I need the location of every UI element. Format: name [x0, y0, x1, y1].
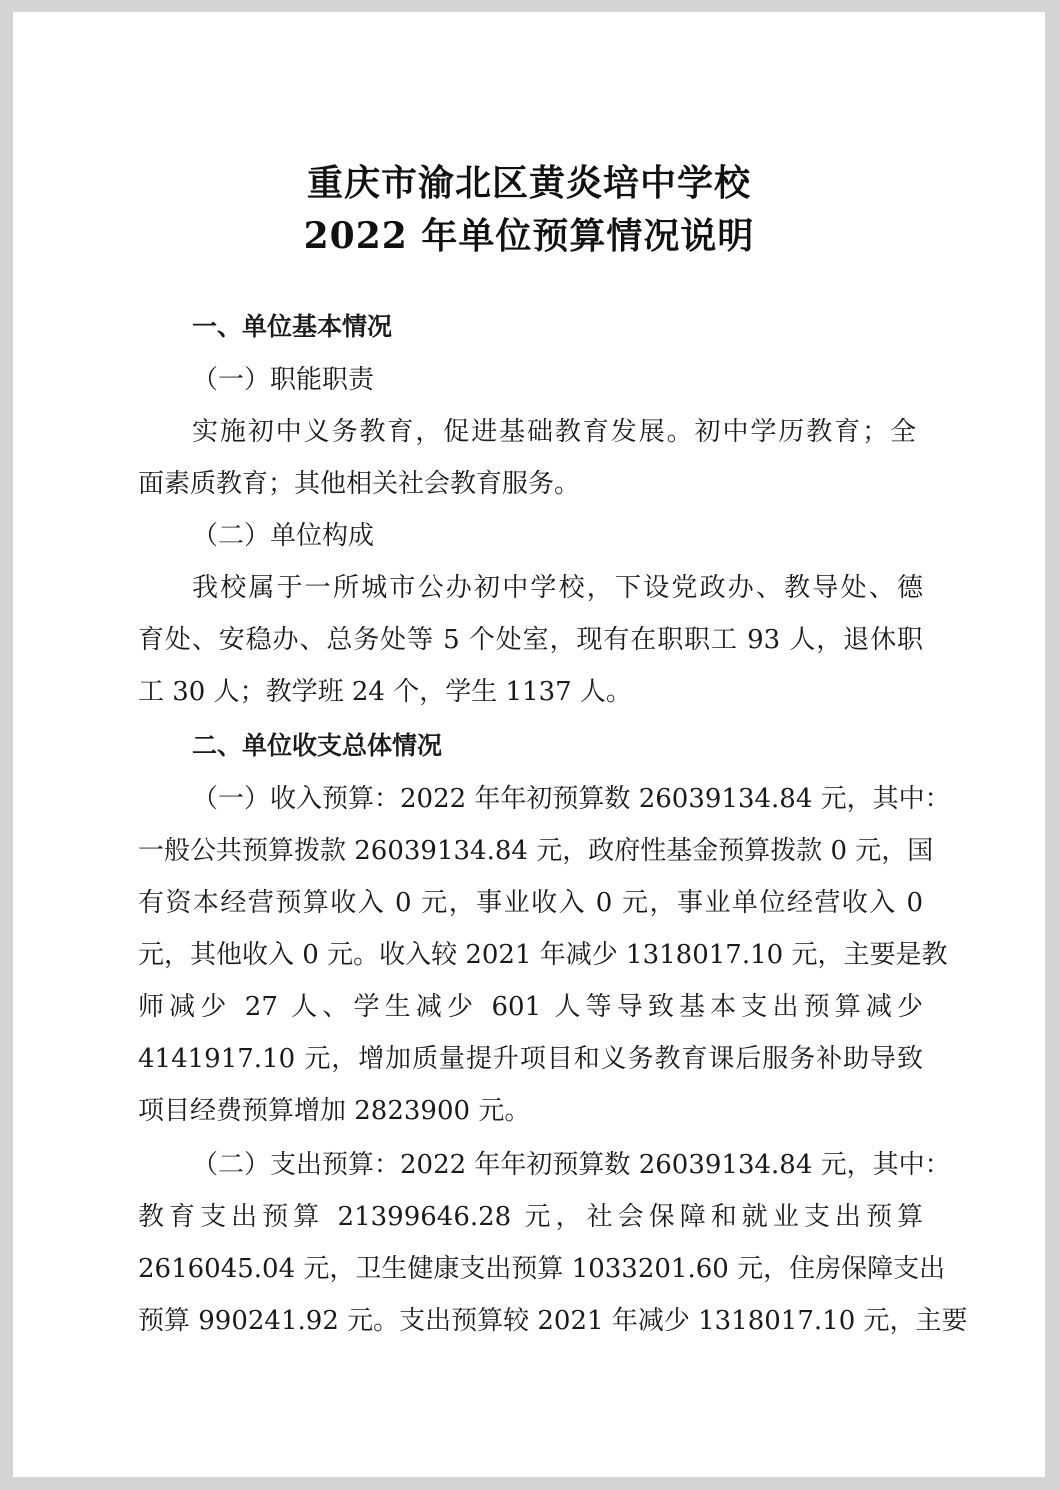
expense-line-4: 预算 990241.92 元。支出预算较 2021 年减少 1318017.10 元，主要: [138, 1306, 968, 1336]
section-1-para-2-line-3: 工 30 人；教学班 24 个，学生 1137 人。: [138, 677, 632, 707]
section-1-sub-2: （二）单位构成: [192, 521, 375, 551]
expense-line-2: 教育支出预算 21399646.28 元，社会保障和就业支出预算: [138, 1202, 923, 1232]
income-line-7: 项目经费预算增加 2823900 元。: [138, 1096, 531, 1126]
income-line-3: 有资本经营预算收入 0 元，事业收入 0 元，事业单位经营收入 0: [138, 888, 923, 918]
section-2-heading: 二、单位收支总体情况: [192, 731, 443, 760]
document-page: [13, 12, 1045, 1477]
section-1-sub-1: （一）职能职责: [192, 365, 375, 395]
section-1-para-1-line-2: 面素质教育；其他相关社会教育服务。: [138, 469, 581, 499]
income-line-5: 师减少 27 人、学生减少 601 人等导致基本支出预算减少: [138, 992, 923, 1022]
income-line-4: 元，其他收入 0 元。收入较 2021 年减少 1318017.10 元，主要是教: [138, 940, 948, 970]
section-1-para-2-line-1: 我校属于一所城市公办初中学校，下设党政办、教导处、德: [192, 573, 923, 603]
expense-line-3: 2616045.04 元，卫生健康支出预算 1033201.60 元，住房保障支出: [138, 1254, 946, 1284]
income-line-1: （一）收入预算：2022 年年初预算数 26039134.84 元，其中：: [192, 784, 951, 814]
section-1-para-1-line-1: 实施初中义务教育，促进基础教育发展。初中学历教育；全: [192, 417, 916, 447]
income-line-6: 4141917.10 元，增加质量提升项目和义务教育课后服务补助导致: [138, 1044, 923, 1074]
document-title-line-1: 重庆市渝北区黄炎培中学校: [306, 162, 751, 204]
income-line-2: 一般公共预算拨款 26039134.84 元，政府性基金预算拨款 0 元，国: [138, 836, 934, 866]
expense-line-1: （二）支出预算：2022 年年初预算数 26039134.84 元，其中：: [192, 1150, 951, 1180]
document-title-line-2: 2022 年单位预算情况说明: [303, 215, 755, 257]
section-1-heading: 一、单位基本情况: [192, 312, 393, 341]
section-1-para-2-line-2: 育处、安稳办、总务处等 5 个处室，现有在职职工 93 人，退休职: [138, 625, 923, 655]
